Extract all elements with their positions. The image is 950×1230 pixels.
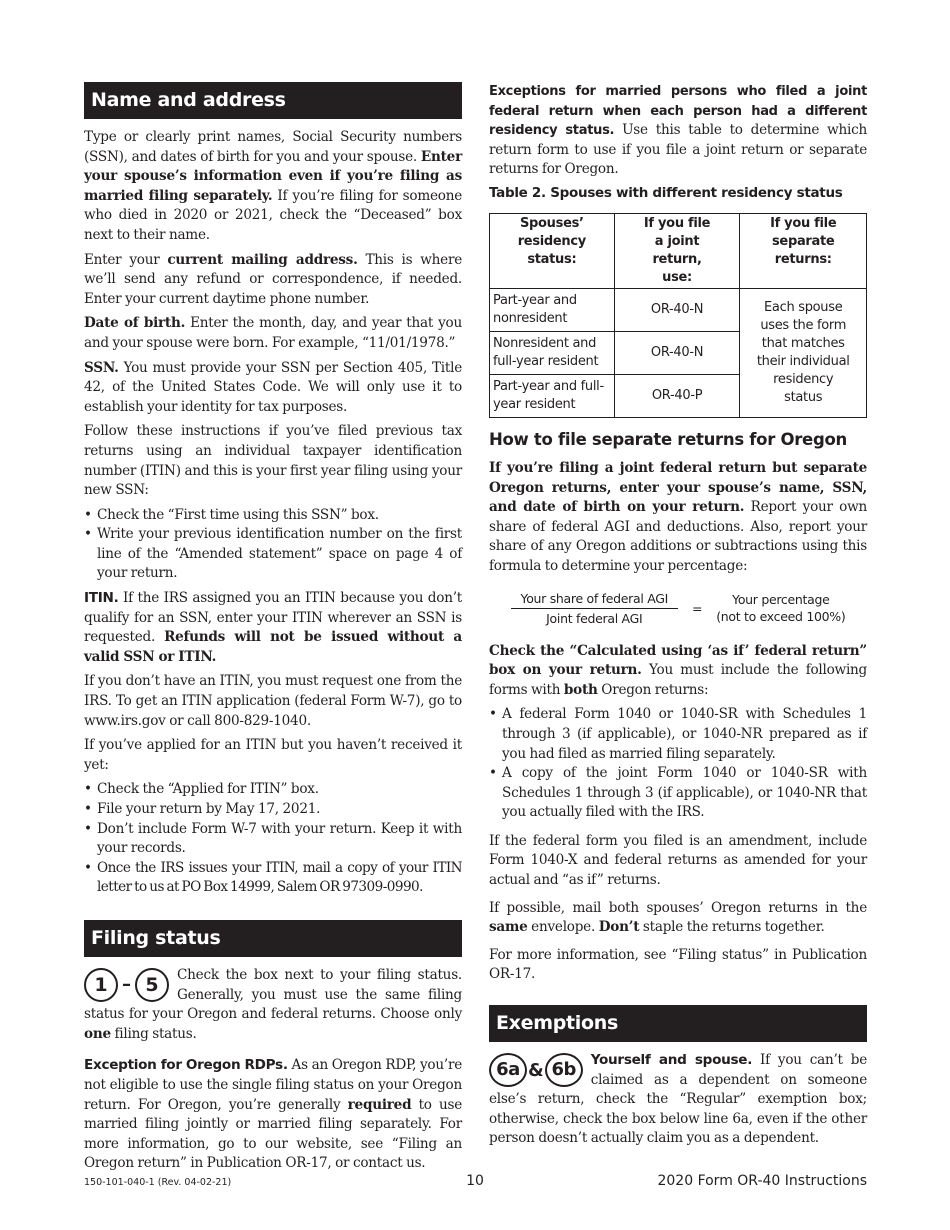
required-forms-list bbox=[489, 705, 867, 823]
applied-itin-list bbox=[84, 780, 462, 898]
more-info-paragraph: For more information, see “Filing status” in Publication OR-17. bbox=[489, 946, 867, 983]
ssn-paragraph: SSN. You must provide your SSN per Section 405, Title 42, of the United States Code. We will only use it to establish your identity for tax purposes. bbox=[84, 359, 462, 415]
separate-returns-cell: Each spouse uses the form that matches their individual residency status bbox=[740, 288, 867, 417]
percentage-formula bbox=[489, 591, 867, 626]
table-row bbox=[490, 288, 867, 331]
formula-denominator: Joint federal AGI bbox=[546, 610, 643, 626]
line-1-circle: 1 bbox=[84, 968, 118, 1002]
list-item: • Check the “Applied for ITIN” box. bbox=[84, 780, 462, 800]
separate-returns-heading: How to file separate returns for Oregon bbox=[489, 429, 847, 449]
row-status: Part-year and full-year resident bbox=[490, 374, 615, 417]
rdp-exception-paragraph: Exception for Oregon RDPs. As an Oregon RDP, you’re not eligible to use the single filing status on your Oregon return. For Oregon, you’re generally required to use married filing jointly or married filing separately. For more information, go to our website, see “Filing an Oregon return” in Publication OR-17, or contact us. bbox=[84, 1057, 463, 1172]
list-item: • Check the “First time using this SSN” box. bbox=[84, 506, 462, 526]
as-if-paragraph: Check the “Calculated using ‘as if’ federal return” box on your return. You must include the following forms with both Oregon returns: bbox=[489, 642, 867, 698]
table-title: Table 2. Spouses with different residency status bbox=[489, 184, 843, 201]
mailing-paragraph: If possible, mail both spouses’ Oregon returns in the same envelope. Don’t staple the returns together. bbox=[489, 899, 867, 936]
row-joint-form: OR-40-N bbox=[614, 288, 740, 331]
date-of-birth-paragraph: Date of birth. Enter the month, day, and year that you and your spouse were born. For example, “11/01/1978.” bbox=[84, 315, 462, 351]
married-exceptions-paragraph: Exceptions for married persons who filed a joint federal return when each person had a different residency status. Use this table to determine which return form to use if you file a joint return or separate returns for Oregon. bbox=[489, 84, 867, 178]
formula-equals: = bbox=[692, 600, 703, 616]
name-instructions-paragraph: Type or clearly print names, Social Security numbers (SSN), and dates of birth for you and your spouse. Enter your spouse’s information even if you’re filing as married filing separately. If you’re filing for someone who died in 2020 or 2021, check the “Deceased” box next to their name. bbox=[84, 129, 462, 243]
mailing-address-paragraph: Enter your current mailing address. This is where we’ll send any refund or correspondence, if needed. Enter your current daytime phone number. bbox=[84, 251, 462, 307]
exemptions-block bbox=[489, 1051, 867, 1149]
list-item: • Write your previous identification number on the first line of the “Amended statement” space on page 4 of your return. bbox=[84, 525, 462, 584]
separate-returns-paragraph: If you’re filing a joint federal return but separate Oregon returns, enter your spouse’s name, SSN, and date of birth on your return. Report your own share of federal AGI and deductions. Also, report your share of any Oregon additions or subtractions using this formula to determine your percentage: bbox=[489, 459, 867, 574]
header-separate: If you file separate returns: bbox=[740, 213, 867, 288]
amendment-paragraph: If the federal form you filed is an amendment, include Form 1040-X and federal returns as amended for your actual and “as if” returns. bbox=[489, 832, 867, 889]
itin-to-ssn-paragraph: Follow these instructions if you’ve filed previous tax returns using an individual taxpayer identification number (ITIN) and this is your first year filing using your new SSN: bbox=[84, 423, 462, 499]
formula-numerator: Your share of federal AGI bbox=[511, 591, 678, 609]
header-status: Spouses’ residency status: bbox=[490, 213, 615, 288]
residency-status-table bbox=[489, 213, 867, 418]
filing-status-block bbox=[84, 966, 462, 1044]
request-itin-paragraph: If you don’t have an ITIN, you must request one from the IRS. To get an ITIN application (federal Form W-7), go to www.irs.gov or call 800-829-1040. bbox=[84, 673, 462, 729]
right-column bbox=[489, 82, 867, 1154]
line-6a-6b-badge: 6a & 6b bbox=[489, 1053, 583, 1087]
page-number: 10 bbox=[466, 1173, 484, 1189]
line-5-circle: 5 bbox=[135, 968, 169, 1002]
list-item: • File your return by May 17, 2021. bbox=[84, 800, 462, 820]
itin-paragraph: ITIN. If the IRS assigned you an ITIN because you don’t qualify for an SSN, enter your ITIN wherever an SSN is requested. Refunds will not be issued without a valid SSN or ITIN. bbox=[84, 590, 462, 665]
applied-itin-paragraph: If you’ve applied for an ITIN but you haven’t received it yet: bbox=[84, 737, 462, 773]
row-joint-form: OR-40-P bbox=[614, 374, 740, 417]
name-and-address-heading: Name and address bbox=[84, 82, 462, 119]
filing-status-heading: Filing status bbox=[84, 920, 462, 957]
table-header-row bbox=[490, 213, 867, 288]
list-item: • A federal Form 1040 or 1040-SR with Schedules 1 through 3 (if applicable), or 1040-NR prepared as if you had filed as married filing separately. bbox=[489, 705, 867, 764]
list-item: • A copy of the joint Form 1040 or 1040-SR with Schedules 1 through 3 (if applicable), or 1040-NR that you actually filed with the IRS. bbox=[489, 764, 867, 823]
exemptions-heading: Exemptions bbox=[489, 1005, 867, 1042]
line-6b-circle: 6b bbox=[545, 1053, 583, 1087]
filing-status-paragraph: Check the box next to your filing status. Generally, you must use the same filing status for your Oregon and federal returns. Choose only one filing status. bbox=[84, 966, 462, 1042]
left-column bbox=[84, 82, 462, 1179]
header-joint: If you file a joint return, use: bbox=[614, 213, 740, 288]
itin-to-ssn-list bbox=[84, 506, 462, 584]
row-status: Part-year and nonresident bbox=[490, 288, 615, 331]
list-item: • Don’t include Form W-7 with your return. Keep it with your records. bbox=[84, 820, 462, 859]
form-title: 2020 Form OR-40 Instructions bbox=[657, 1173, 867, 1189]
line-1-5-badge: 1 – 5 bbox=[84, 968, 169, 1002]
form-number: 150-101-040-1 (Rev. 04-02-21) bbox=[84, 1177, 232, 1188]
list-item: • Once the IRS issues your ITIN, mail a copy of your ITIN letter to us at PO Box 14999, Salem OR 97309-0990. bbox=[84, 859, 462, 898]
row-status: Nonresident and full-year resident bbox=[490, 331, 615, 374]
formula-fraction bbox=[511, 591, 678, 626]
line-6a-circle: 6a bbox=[489, 1053, 527, 1087]
yourself-spouse-paragraph: Yourself and spouse. If you can’t be claimed as a dependent on someone else’s return, check the “Regular” exemption box; otherwise, check the box below line 6a, even if the other person doesn’t actually claim you as a dependent. bbox=[489, 1052, 867, 1147]
row-joint-form: OR-40-N bbox=[614, 331, 740, 374]
formula-result: Your percentage (not to exceed 100%) bbox=[716, 592, 846, 625]
